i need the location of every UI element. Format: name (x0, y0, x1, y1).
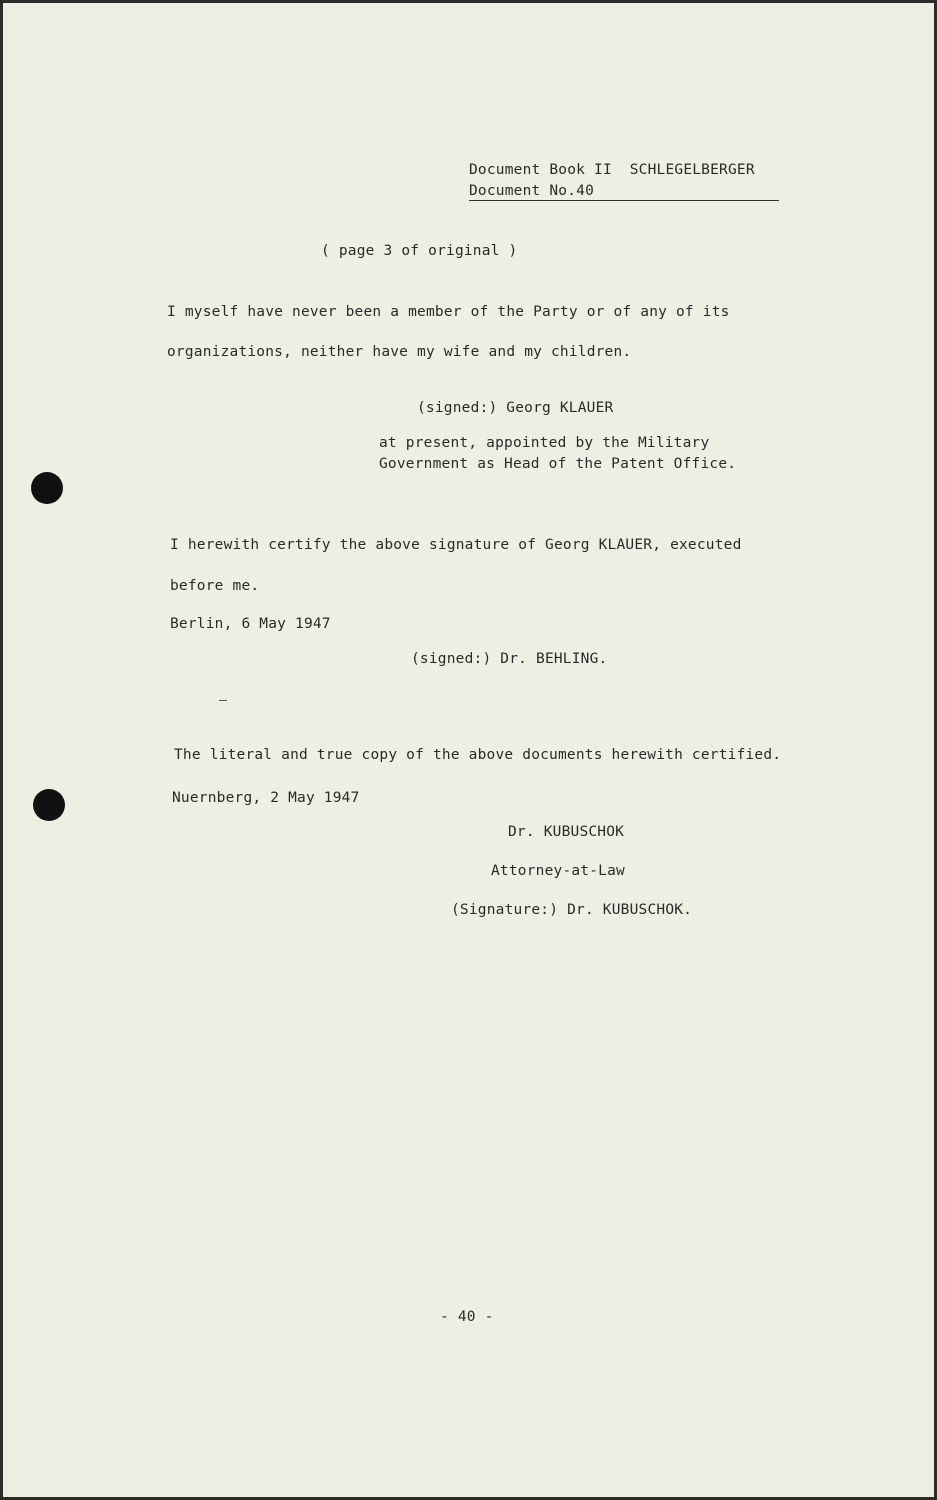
header-underline (469, 200, 779, 201)
attorney-name: Dr. KUBUSCHOK (508, 824, 625, 840)
copy-certification-place-date: Nuernberg, 2 May 1947 (172, 790, 360, 806)
attorney-title: Attorney-at-Law (491, 863, 625, 879)
header-document-book: Document Book II SCHLEGELBERGER (469, 162, 755, 178)
punch-hole-lower (33, 789, 65, 821)
page-note: ( page 3 of original ) (321, 243, 518, 259)
stray-mark (219, 700, 227, 701)
certification-place-date: Berlin, 6 May 1947 (170, 616, 331, 632)
certification-line-2: before me. (170, 578, 260, 594)
klauer-title-line-2: Government as Head of the Patent Office. (379, 456, 737, 472)
statement-line-1: I myself have never been a member of the Party or of any of its (167, 304, 730, 320)
header-document-number: Document No.40 (469, 183, 595, 199)
punch-hole-upper (31, 472, 63, 504)
copy-certification-line: The literal and true copy of the above documents herewith certified. (174, 747, 782, 763)
signature-klauer: (signed:) Georg KLAUER (417, 400, 614, 416)
attorney-signature: (Signature:) Dr. KUBUSCHOK. (451, 902, 693, 918)
signature-behling: (signed:) Dr. BEHLING. (411, 651, 608, 667)
document-page (3, 3, 934, 1497)
certification-line-1: I herewith certify the above signature of Georg KLAUER, executed (170, 537, 742, 553)
page-number: - 40 - (440, 1309, 494, 1325)
statement-line-2: organizations, neither have my wife and my children. (167, 344, 632, 360)
klauer-title-line-1: at present, appointed by the Military (379, 435, 710, 451)
